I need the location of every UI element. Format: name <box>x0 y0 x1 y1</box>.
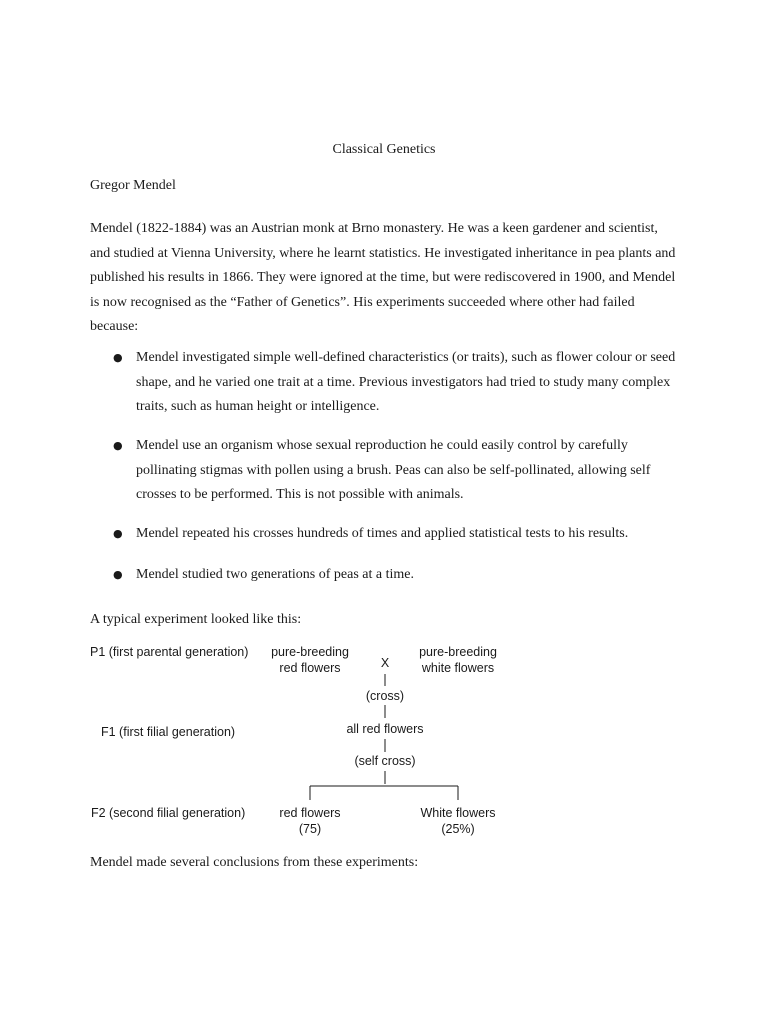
p1-label: P1 (first parental generation) <box>90 645 249 659</box>
bullet-icon: ● <box>113 567 123 581</box>
f2-left-line2: (75) <box>298 822 322 836</box>
f2-right-line1: White flowers <box>420 806 496 820</box>
closing-line: Mendel made several conclusions from these experiments: <box>90 855 419 870</box>
parent-right-line2: white flowers <box>421 661 495 675</box>
f1-label: F1 (first filial generation) <box>101 725 236 739</box>
bullet-icon: ● <box>113 439 123 452</box>
document-title: Classical Genetics <box>332 142 436 157</box>
f2-label: F2 (second filial generation) <box>91 806 246 820</box>
reasons-list <box>90 346 680 602</box>
list-item <box>90 346 680 420</box>
list-item <box>90 522 680 547</box>
cross-symbol: X <box>380 656 390 670</box>
parent-left-line1: pure-breeding <box>271 645 349 659</box>
bullet-icon: ● <box>113 527 123 540</box>
diagram-intro: A typical experiment looked like this: <box>90 612 302 627</box>
bullet-icon: ● <box>113 351 123 364</box>
f2-right-line2: (25%) <box>441 822 475 836</box>
parent-right-line1: pure-breeding <box>419 645 497 659</box>
f2-left-line1: red flowers <box>279 806 341 820</box>
cross-label: (cross) <box>365 689 405 703</box>
list-item-text: Mendel use an organism whose sexual reproduction he could easily control by carefully pollinating stigmas with pollen using a brush. Peas can also be self-pollinated, allowing self crosses to be performed. This is not possible with animals. <box>136 438 651 502</box>
intro-paragraph: Mendel (1822-1884) was an Austrian monk at Brno monastery. He was a keen gardener and scientist, and studied at Vienna University, where he learnt statistics. He investigated inheritance in pea plants and published his results in 1866. They were ignored at the time, but were rediscovered in 1900, and Mendel is now recognised as the “Father of Genetics”. His experiments succeeded where other had failed because: <box>90 221 676 334</box>
list-item <box>90 434 680 508</box>
list-item-text: Mendel investigated simple well-defined characteristics (or traits), such as flower colour or seed shape, and he varied one trait at a time. Previous investigators had tried to study many complex traits, such as human height or intelligence. <box>136 350 676 414</box>
parent-left-line2: red flowers <box>279 661 341 675</box>
self-cross-label: (self cross) <box>354 754 416 768</box>
list-item-text: Mendel studied two generations of peas at a time. <box>136 566 414 582</box>
f1-result: all red flowers <box>346 722 424 736</box>
section-heading: Gregor Mendel <box>90 178 176 193</box>
list-item-text: Mendel repeated his crosses hundreds of times and applied statistical tests to his results. <box>136 526 629 541</box>
list-item <box>90 563 680 588</box>
